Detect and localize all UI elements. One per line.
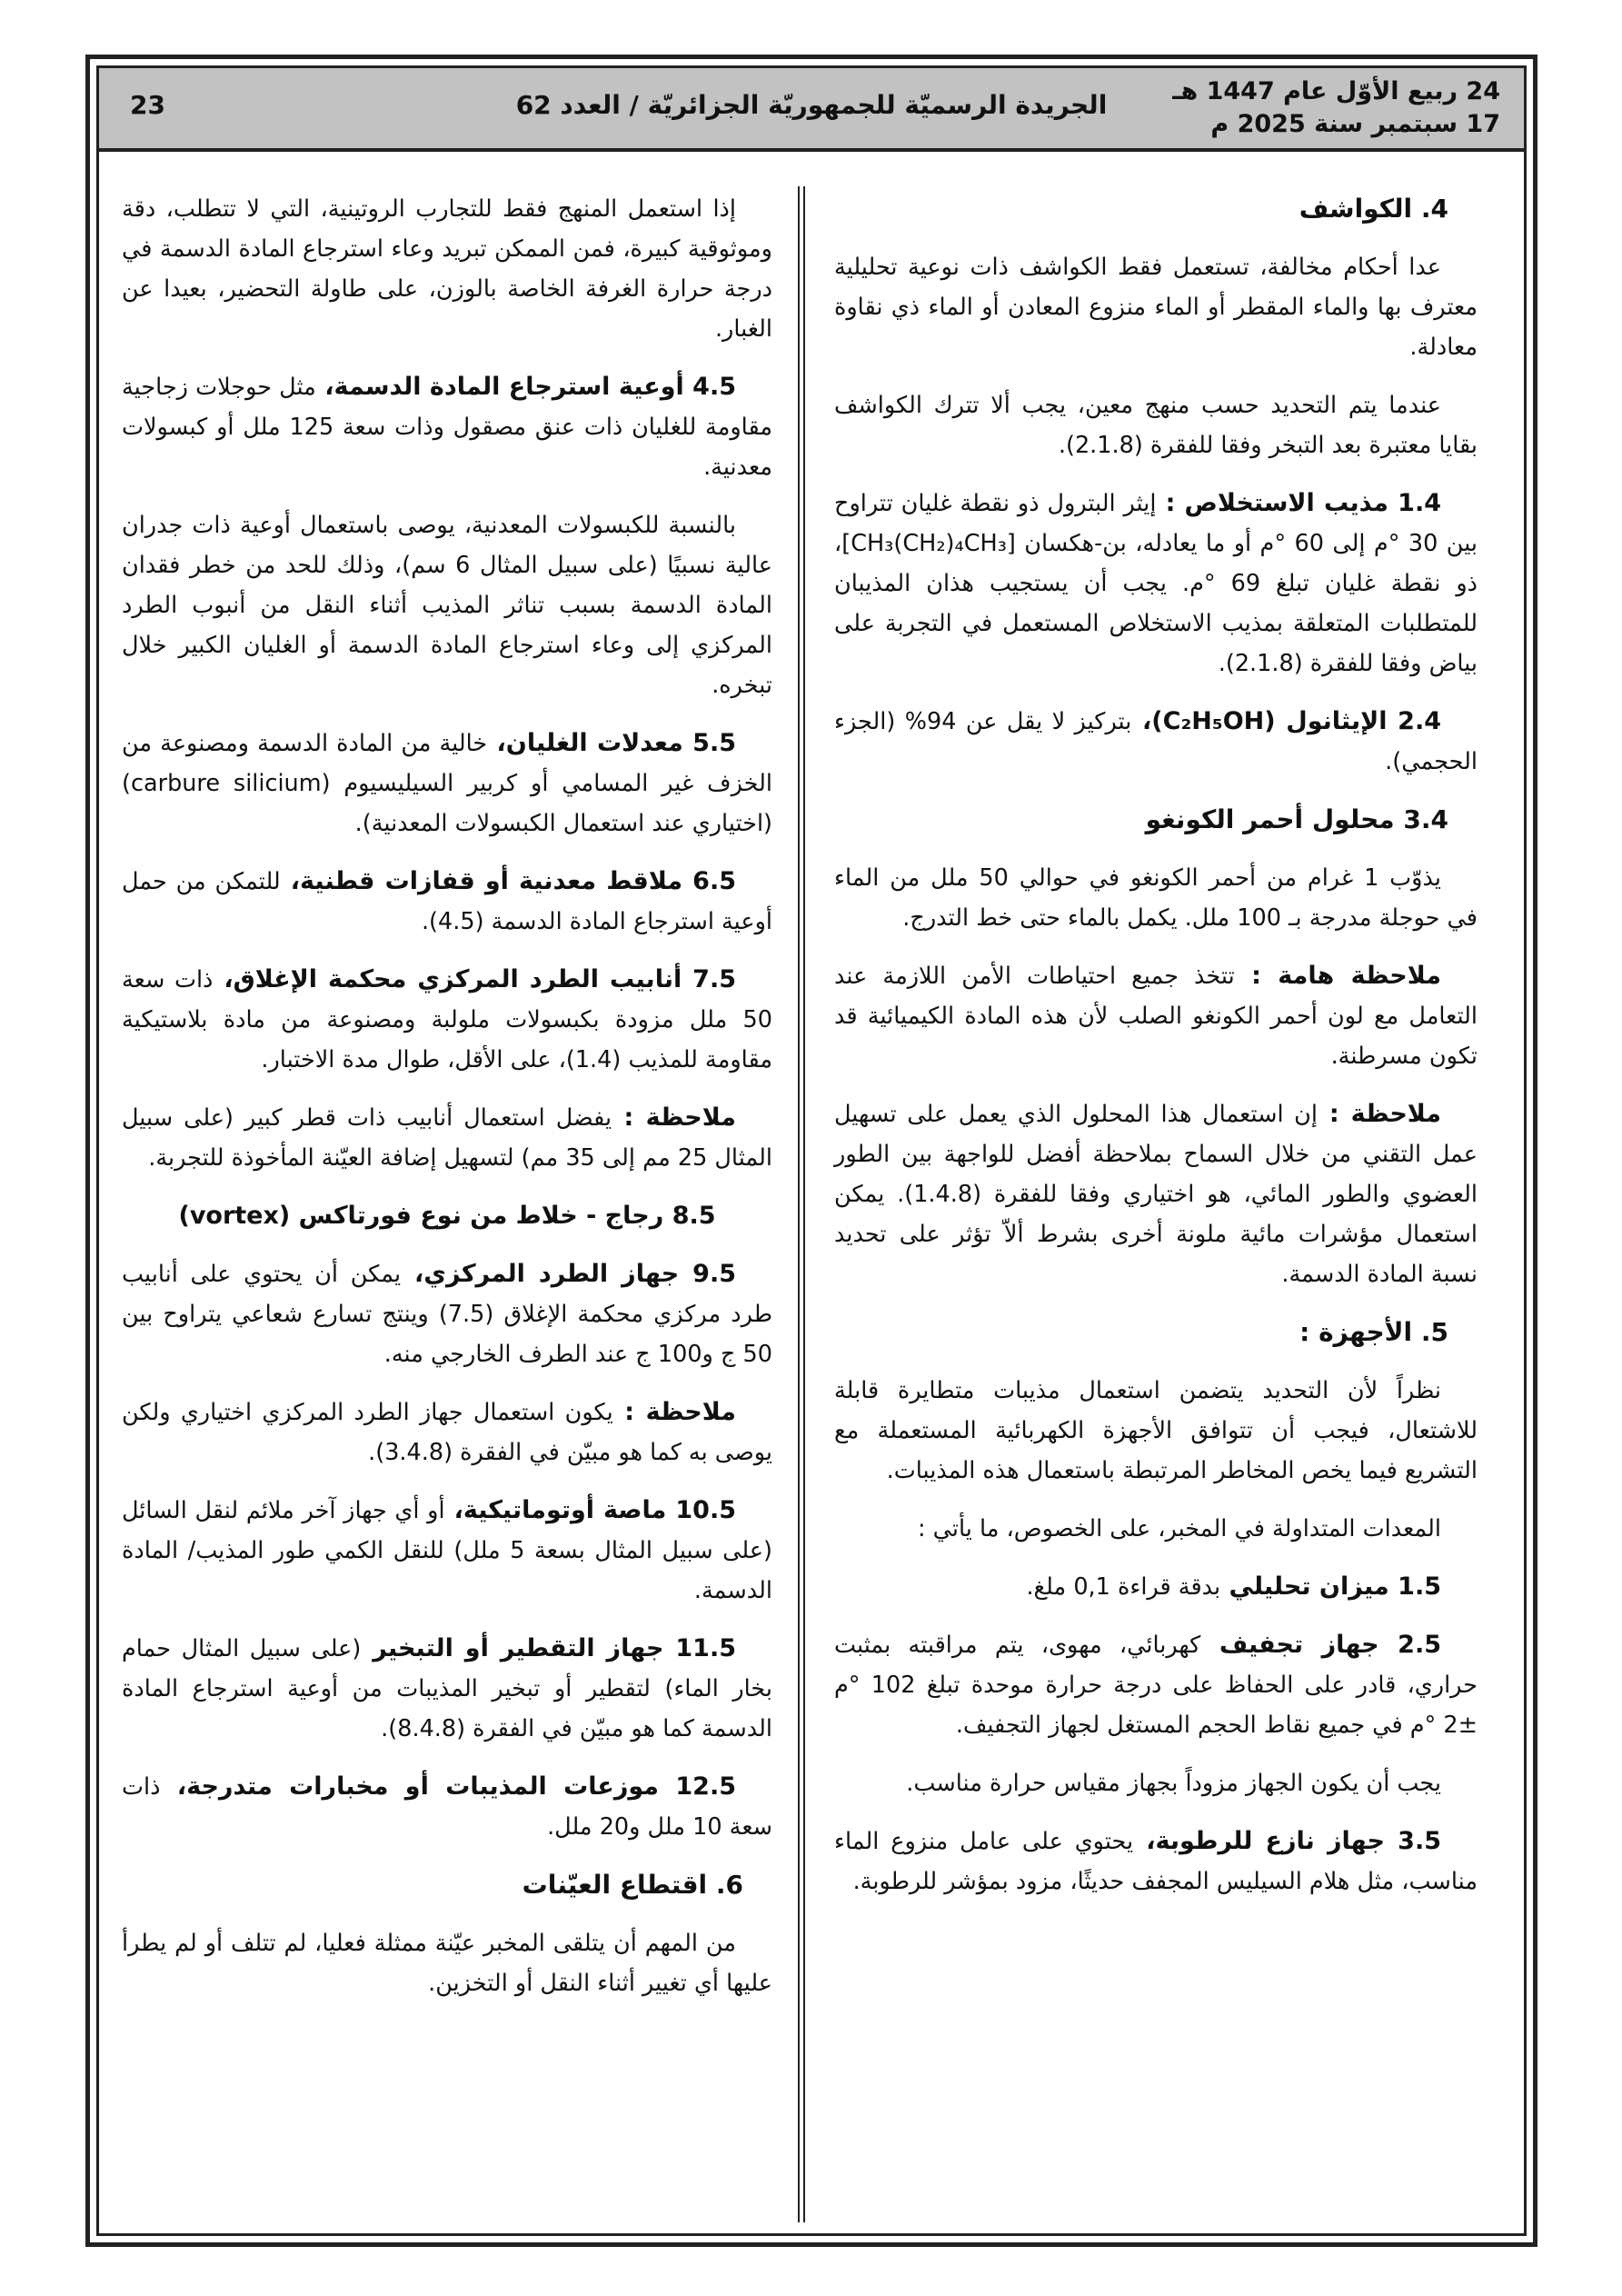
paragraph: [122, 862, 772, 942]
paragraph: [834, 1094, 1478, 1294]
paragraph-text: خالية من المادة الدسمة ومصنوعة من الخزف غير المسامي أو كربير السيليسيوم (carbure silicium) (اختياري عند استعمال الكبسولات المعدنية).: [122, 730, 772, 837]
paragraph-text: تتخذ جميع احتياطات الأمن اللازمة عند التعامل مع لون أحمر الكونغو الصلب لأن هذه المادة الكيميائية قد تكون مسرطنة.: [834, 963, 1478, 1070]
paragraph: [122, 1196, 772, 1236]
paragraph-text: 3.4 محلول أحمر الكونغو: [1145, 804, 1448, 834]
paragraph: [834, 702, 1478, 782]
paragraph-text: 5. الأجهزة :: [1299, 1317, 1448, 1347]
paragraph-lead: 2.4 الإيثانول (C₂H₅OH)،: [1131, 707, 1441, 735]
paragraph: [122, 1923, 772, 2003]
paragraph-lead: 5.5 معدلات الغليان،: [487, 729, 737, 757]
paragraph-text: (على سبيل المثال حمام بخار الماء) لتقطير أو تبخير المذيبات من أوعية استرجاع المادة الدسمة كما هو مبيّن في الفقرة (8.4.8).: [122, 1635, 772, 1742]
paragraph-lead: 1.4 مذيب الاستخلاص :: [1156, 489, 1441, 517]
section-heading: [834, 1313, 1478, 1353]
right-column: [834, 189, 1478, 1920]
paragraph: [834, 858, 1478, 938]
paragraph-text: يكون استعمال جهاز الطرد المركزي اختياري ولكن يوصى به كما هو مبيّن في الفقرة (3.4.8).: [122, 1399, 772, 1466]
paragraph: [122, 960, 772, 1080]
paragraph-text: المعدات المتداولة في المخبر، على الخصوص، ما يأتي :: [917, 1515, 1441, 1542]
paragraph-text: عندما يتم التحديد حسب منهج معين، يجب ألا تترك الكواشف بقايا معتبرة بعد التبخر وفقا للفقرة (2.1.8).: [834, 392, 1478, 459]
paragraph: [834, 956, 1478, 1076]
paragraph-lead: ملاحظة :: [612, 1103, 736, 1132]
paragraph-text: مثل حوجلات زجاجية مقاومة للغليان ذات عنق مصقول وذات سعة 125 ملل أو كبسولات معدنية.: [122, 374, 772, 481]
paragraph: [122, 1629, 772, 1749]
paragraph-lead: 4.5 أوعية استرجاع المادة الدسمة،: [315, 373, 736, 401]
paragraph-lead: 1.5 ميزان تحليلي: [1220, 1572, 1441, 1601]
paragraph-lead: 6.5 ملاقط معدنية أو قفازات قطنية،: [280, 867, 736, 895]
paragraph-text: يحتوي على عامل منزوع الماء مناسب، مثل هلام السيليس المجفف حديثًا، مزود بمؤشر للرطوبة.: [834, 1828, 1478, 1895]
paragraph: [122, 724, 772, 844]
paragraph-text: ذات سعة 10 ملل و20 ملل.: [122, 1773, 772, 1841]
paragraph-text: يجب أن يكون الجهاز مزوداً بجهاز مقياس حرارة مناسب.: [906, 1770, 1441, 1797]
paragraph-text: ذات سعة 50 ملل مزودة بكبسولات ملولبة ومصنوعة من مادة بلاستيكية مقاومة للمذيب (1.4)، على الأقل، طوال مدة الاختبار.: [122, 966, 772, 1073]
paragraph-text: أو أي جهاز آخر ملائم لنقل السائل (على سبيل المثال بسعة 5 ملل) للنقل الكمي طور المذيب/ المادة الدسمة.: [122, 1497, 772, 1604]
paragraph-text: نظراً لأن التحديد يتضمن استعمال مذيبات متطايرة قابلة للاشتعال، فيجب أن تتوافق الأجهزة الكهربائية المستعملة مع التشريع فيما يخص المخاطر المرتبطة باستعمال هذه المذيبات.: [834, 1377, 1478, 1484]
paragraph-text: يمكن أن يحتوي على أنابيب طرد مركزي محكمة الإغلاق (7.5) وينتج تسارع شعاعي يتراوح بين 50 ج و100 ج عند الطرف الخارجي منه.: [122, 1261, 772, 1368]
paragraph: [122, 1393, 772, 1472]
paragraph: [122, 1098, 772, 1178]
paragraph-lead: 10.5 ماصة أوتوماتيكية،: [444, 1496, 736, 1524]
paragraph: [834, 1567, 1478, 1607]
paragraph-lead: 7.5 أنابيب الطرد المركزي محكمة الإغلاق،: [213, 965, 736, 993]
left-column: [122, 189, 772, 2021]
section-heading: [834, 800, 1478, 840]
paragraph: [834, 1763, 1478, 1803]
section-heading: [122, 1865, 772, 1905]
paragraph: [834, 1509, 1478, 1549]
page-number: 23: [130, 90, 165, 120]
paragraph-text: للتمكن من حمل أوعية استرجاع المادة الدسمة (4.5).: [122, 868, 772, 935]
paragraph-text: كهربائي، مهوى، يتم مراقبته بمثبت حراري، قادر على الحفاظ على درجة حرارة موحدة تبلغ 102 °م ±2 °م في جميع نقاط الحجم المستغل لجهاز التجفيف.: [834, 1632, 1478, 1739]
paragraph: [834, 1371, 1478, 1491]
page-header: [99, 68, 1524, 152]
gazette-title: الجريدة الرسميّة للجمهوريّة الجزائريّة / العدد 62: [515, 90, 1108, 120]
paragraph: [834, 1625, 1478, 1745]
paragraph: [122, 1767, 772, 1847]
paragraph-text: بدقة قراءة 0,1 ملغ.: [1026, 1573, 1221, 1601]
paragraph-text: يذوّب 1 غرام من أحمر الكونغو في حوالي 50 ملل من الماء في حوجلة مدرجة بـ 100 ملل. يكمل بالماء حتى خط التدرج.: [834, 864, 1478, 932]
paragraph-lead: 11.5 جهاز التقطير أو التبخير: [361, 1634, 736, 1662]
paragraph-lead: 9.5 جهاز الطرد المركزي،: [401, 1260, 736, 1288]
paragraph-text: عدا أحكام مخالفة، تستعمل فقط الكواشف ذات نوعية تحليلية معترف بها والماء المقطر أو الماء منزوع المعادن أو الماء ذي نقاوة معادلة.: [834, 254, 1478, 361]
paragraph: [122, 1254, 772, 1374]
paragraph-lead: ملاحظة :: [612, 1398, 736, 1426]
paragraph-text: بالنسبة للكبسولات المعدنية، يوصى باستعمال أوعية ذات جدران عالية نسبيًا (على سبيل المثال 6 سم)، وذلك للحد من خطر فقدان المادة الدسمة بسبب تناثر المذيب أثناء النقل من أنبوب الطرد المركزي إلى وعاء استرجاع المادة الدسمة أو الغليان الكبير خلال تبخره.: [122, 512, 773, 699]
section-heading: [834, 189, 1478, 229]
paragraph-lead: 8.5 رجاج - خلاط من نوع فورتاكس (vortex): [178, 1202, 716, 1230]
paragraph-text: 4. الكواشف: [1299, 194, 1448, 224]
paragraph-text: إن استعمال هذا المحلول الذي يعمل على تسهيل عمل التقني من خلال السماح بملاحظة أفضل للواجهة بين الطور العضوي والطور المائي، هو اختياري وفقا للفقرة (1.4.8). يمكن استعمال مؤشرات مائية ملونة أخرى بشرط ألاّ تؤثر على تحديد نسبة المادة الدسمة.: [834, 1101, 1478, 1288]
paragraph-lead: ملاحظة :: [1318, 1100, 1441, 1128]
paragraph: [834, 385, 1478, 465]
paragraph-lead: 2.5 جهاز تجفيف: [1200, 1631, 1441, 1659]
paragraph-text: يفضل استعمال أنابيب ذات قطر كبير (على سبيل المثال 25 مم إلى 35 مم) لتسهيل إضافة العيّنة المأخوذة للتجربة.: [122, 1104, 772, 1172]
paragraph-lead: ملاحظة هامة :: [1234, 962, 1441, 990]
paragraph: [834, 247, 1478, 367]
paragraph-text: من المهم أن يتلقى المخبر عيّنة ممثلة فعليا، لم تتلف أو لم يطرأ عليها أي تغيير أثناء النقل أو التخزين.: [122, 1930, 772, 1997]
paragraph: [834, 1822, 1478, 1902]
paragraph-lead: 3.5 جهاز نازع للرطوبة،: [1133, 1827, 1441, 1855]
paragraph-text: إذا استعمل المنهج فقط للتجارب الروتينية، التي لا تتطلب، دقة وموثوقية كبيرة، فمن الممكن تبريد وعاء استرجاع المادة الدسمة في درجة حرارة الغرفة الخاصة بالوزن، على طاولة التحضير، بعيدا عن الغبار.: [122, 195, 772, 343]
paragraph: [122, 189, 772, 349]
paragraph: [122, 367, 772, 487]
date-hijri: 24 ربيع الأوّل عام 1447 هـ: [1172, 77, 1500, 105]
paragraph-lead: 12.5 موزعات المذيبات أو مخبارات متدرجة،: [160, 1772, 736, 1801]
column-divider: [798, 186, 805, 2222]
paragraph: [834, 484, 1478, 684]
paragraph: [122, 1491, 772, 1611]
paragraph-text: إيثر البترول ذو نقطة غليان تتراوح بين 30 °م إلى 60 °م أو ما يعادله، بن-هكسان [CH₃(CH₂)₄CH₃]، ذو نقطة غليان تبلغ 69 °م. يجب أن يستجيب هذان المذيبان للمتطلبات المتعلقة بمذيب الاستخلاص المستعمل في التجربة على بياض وفقا للفقرة (2.1.8).: [834, 490, 1478, 677]
paragraph-text: 6. اقتطاع العيّنات: [522, 1870, 743, 1900]
paragraph: [122, 505, 772, 705]
date-gregorian: 17 سبتمبر سنة 2025 م: [1210, 110, 1500, 138]
paragraph-text: بتركيز لا يقل عن 94% (الجزء الحجمي).: [834, 708, 1478, 775]
